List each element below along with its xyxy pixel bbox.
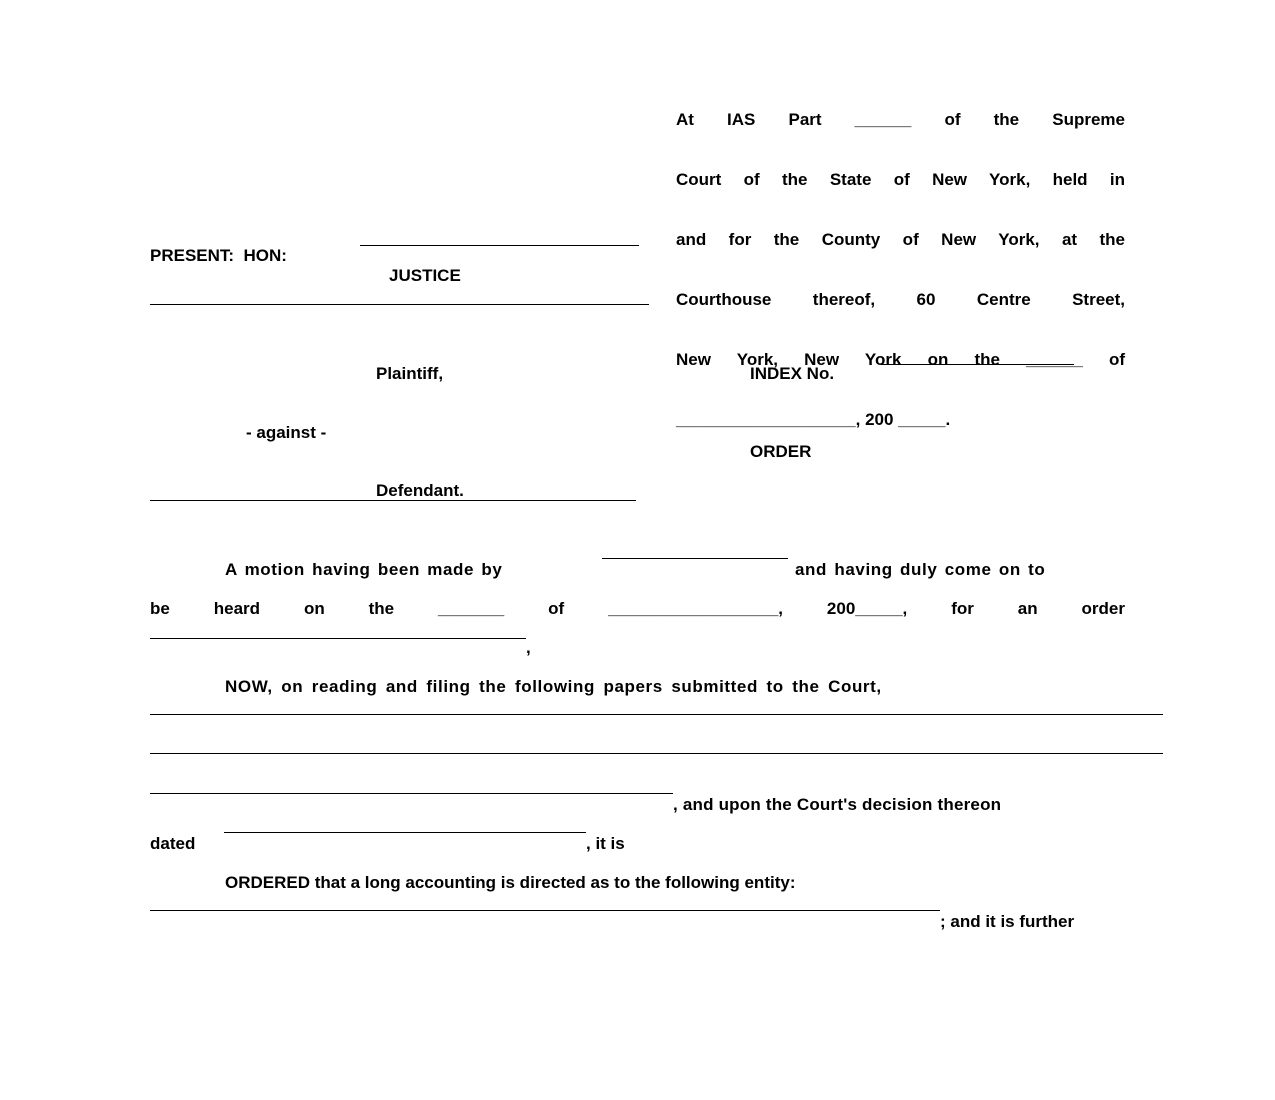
caption-line: At IAS Part ______ of the Supreme bbox=[676, 110, 1125, 129]
entity-blank[interactable] bbox=[150, 910, 940, 911]
order-purpose-blank[interactable] bbox=[150, 638, 526, 639]
heard-word: heard bbox=[213, 599, 261, 618]
papers-blank-3[interactable] bbox=[150, 793, 673, 794]
heard-line bbox=[150, 599, 1125, 619]
index-number-blank[interactable] bbox=[881, 364, 1074, 365]
justice-label: JUSTICE bbox=[389, 266, 461, 285]
now-reading-text: NOW, on reading and filing the following papers submitted to the Court, bbox=[225, 677, 882, 696]
defendant-label: Defendant. bbox=[376, 481, 464, 500]
heard-word: on bbox=[303, 599, 325, 618]
heard-word: for bbox=[951, 599, 974, 618]
further-text: ; and it is further bbox=[940, 912, 1075, 931]
it-is-text: , it is bbox=[586, 834, 625, 853]
caption-line: and for the County of New York, at the bbox=[676, 230, 1125, 249]
decision-date-blank[interactable] bbox=[224, 832, 586, 833]
index-number-label: INDEX No. bbox=[750, 364, 835, 383]
heard-word: the bbox=[368, 599, 395, 618]
motion-prefix: A motion having been made by bbox=[225, 560, 503, 579]
caption-line: ___________________, 200 _____. bbox=[676, 410, 951, 429]
papers-blank-1[interactable] bbox=[150, 714, 1163, 715]
decision-text: , and upon the Court's decision thereon bbox=[673, 795, 1002, 814]
papers-blank-2[interactable] bbox=[150, 753, 1163, 754]
motion-suffix: and having duly come on to bbox=[795, 560, 1046, 579]
document-type: ORDER bbox=[750, 442, 812, 461]
heard-word: be bbox=[150, 599, 170, 618]
heard-word: of bbox=[548, 599, 565, 618]
ordered-text: ORDERED that a long accounting is directed as to the following entity: bbox=[225, 873, 796, 892]
caption-line: Court of the State of New York, held in bbox=[676, 170, 1125, 189]
comma-text: , bbox=[526, 638, 531, 657]
plaintiff-label: Plaintiff, bbox=[376, 364, 444, 383]
dated-label: dated bbox=[150, 834, 196, 853]
judge-name-blank[interactable] bbox=[360, 245, 639, 246]
heard-day-blank[interactable]: _______ bbox=[438, 599, 505, 618]
caption-line: Courthouse thereof, 60 Centre Street, bbox=[676, 290, 1125, 309]
present-hon-label: PRESENT: HON: bbox=[150, 246, 287, 265]
caption-line: New York, New York on the ______ of bbox=[676, 350, 1125, 369]
movant-blank[interactable] bbox=[602, 558, 788, 559]
heard-month-blank[interactable]: __________________, bbox=[608, 599, 783, 618]
against-label: - against - bbox=[246, 423, 327, 442]
heard-year-blank[interactable]: 200_____, bbox=[826, 599, 908, 618]
caption-top-rule bbox=[150, 304, 649, 305]
heard-word: an bbox=[1017, 599, 1038, 618]
heard-word: order bbox=[1081, 599, 1125, 618]
caption-bottom-rule bbox=[150, 500, 636, 501]
court-caption bbox=[676, 70, 1125, 450]
